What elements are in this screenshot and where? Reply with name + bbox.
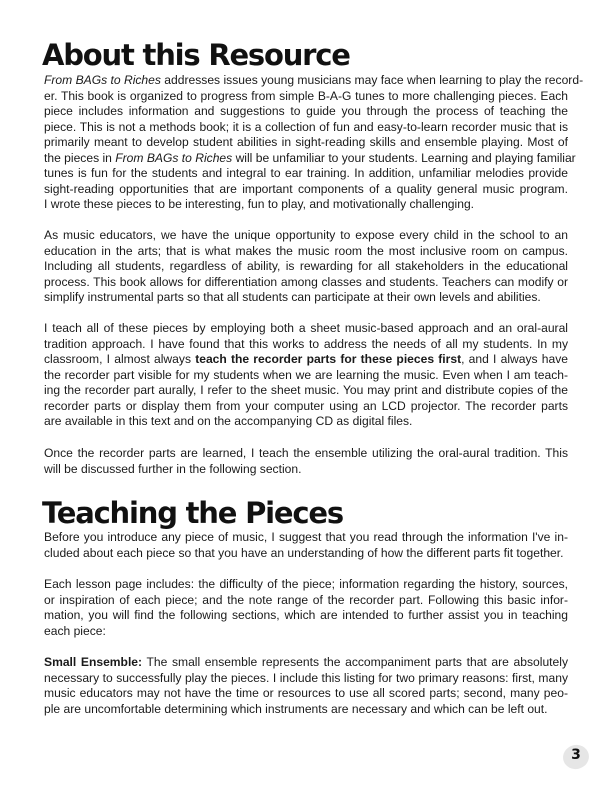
section-heading-about: About this Resource [42, 38, 350, 72]
line-text: addresses issues young musicians may face when learning to play the record- [160, 73, 584, 87]
text-line [44, 150, 576, 167]
text-line: will be discussed further in the following section. [44, 461, 302, 476]
text-line: er. This book is organized to progress from simple B-A-G tunes to more challenging pieces. Each [44, 88, 568, 103]
text-line: As music educators, we have the unique opportunity to expose every child in the school to an [44, 228, 568, 242]
text-line: sight-reading opportunities that are important components of a quality general music program. [44, 181, 568, 196]
page-number-badge [563, 745, 589, 769]
line-text: The small ensemble represents the accompaniment parts that are absolutely [142, 655, 568, 669]
text-line: I wrote these pieces to be interesting, fun to play, and motivationally challenging. [44, 197, 475, 211]
paragraph-before-introduce [44, 530, 568, 561]
text-line: the recorder part visible for my students when we are learning the music. Even when I am teach- [44, 367, 568, 382]
text-line: are available in this text and on the accompanying CD as digital files. [44, 414, 413, 428]
paragraph-intro [44, 73, 584, 213]
text-line [44, 352, 568, 368]
book-title-italic: From BAGs to Riches [44, 73, 161, 87]
text-line: piece includes information and suggestions to guide you through the process of teaching the [44, 104, 568, 118]
text-line: Including all students, regardless of ability, is rewarding for all stakeholders in the educational [44, 259, 568, 273]
text-line: Each lesson page includes: the difficulty of the piece; information regarding the history, sources, [44, 577, 568, 591]
text-line: simplify instrumental parts so that all students can participate at their own levels and abilities. [44, 290, 541, 304]
text-line: primarily meant to develop student abilities in sight-reading skills and ensemble playing. Most of [44, 135, 568, 149]
text-line: each piece: [44, 623, 106, 638]
line-text: the pieces in [44, 150, 116, 165]
paragraph-ensemble [44, 446, 568, 477]
text-line: I teach all of these pieces by employing both a sheet music-based approach and an oral-aural [44, 321, 568, 335]
text-line: ing the recorder part aurally, I refer to the sheet music. You may print and distribute copies of the [44, 383, 568, 397]
line-text: , and I always have [461, 352, 568, 366]
text-line: recorder parts or display them from your computer using an LCD projector. The recorder parts [44, 398, 568, 413]
paragraph-educators [44, 228, 568, 306]
text-line: tunes is fun for the students and integral to ear training. In addition, unfamiliar melodies provide [44, 166, 568, 180]
section-heading-teaching: Teaching the Pieces [42, 496, 343, 530]
line-text: will be unfamiliar to your students. Learning and playing familiar [232, 150, 576, 165]
text-line: piece. This is not a methods book; it is a collection of fun and easy-to-learn recorder music that is [44, 119, 568, 134]
paragraph-lesson-page [44, 577, 568, 639]
text-line: or inspiration of each piece; and the note range of the recorder part. Following this basic infor- [44, 592, 568, 607]
paragraph-small-ensemble [44, 655, 568, 717]
paragraph-approach [44, 321, 568, 430]
text-line: Once the recorder parts are learned, I teach the ensemble utilizing the oral-aural tradition. This [44, 446, 568, 460]
emphasis-bold: teach the recorder parts for these pieces first [195, 352, 462, 366]
line-text: classroom, I almost always [44, 352, 196, 366]
text-line: tradition approach. I have found that this works to address the needs of all my students. In my [44, 336, 568, 351]
text-line: education in the arts; that is what makes the music room the most inclusive room on campus. [44, 243, 568, 258]
text-line: mation, you will find the following sections, which are intended to further assist you in teaching [44, 608, 568, 622]
text-line [44, 73, 584, 89]
text-line [44, 655, 568, 671]
text-line: music educators may not have the time or resources to use all scored parts; second, many peo- [44, 686, 568, 700]
book-title-italic: From BAGs to Riches [115, 150, 233, 165]
text-line: Before you introduce any piece of music, I suggest that you read through the information I've in- [44, 530, 568, 544]
text-line: cluded about each piece so that you have an understanding of how the different parts fit together. [44, 545, 564, 560]
page-number: 3 [571, 747, 581, 763]
text-line: ple are uncomfortable determining which instruments are necessary and which can be left out. [44, 701, 548, 716]
text-line: process. This book allows for differentiation among classes and students. Teachers can modify or [44, 274, 568, 289]
term-label-bold: Small Ensemble: [44, 655, 143, 669]
text-line: necessary to successfully play the pieces. I include this listing for two primary reasons: first, many [44, 670, 568, 685]
